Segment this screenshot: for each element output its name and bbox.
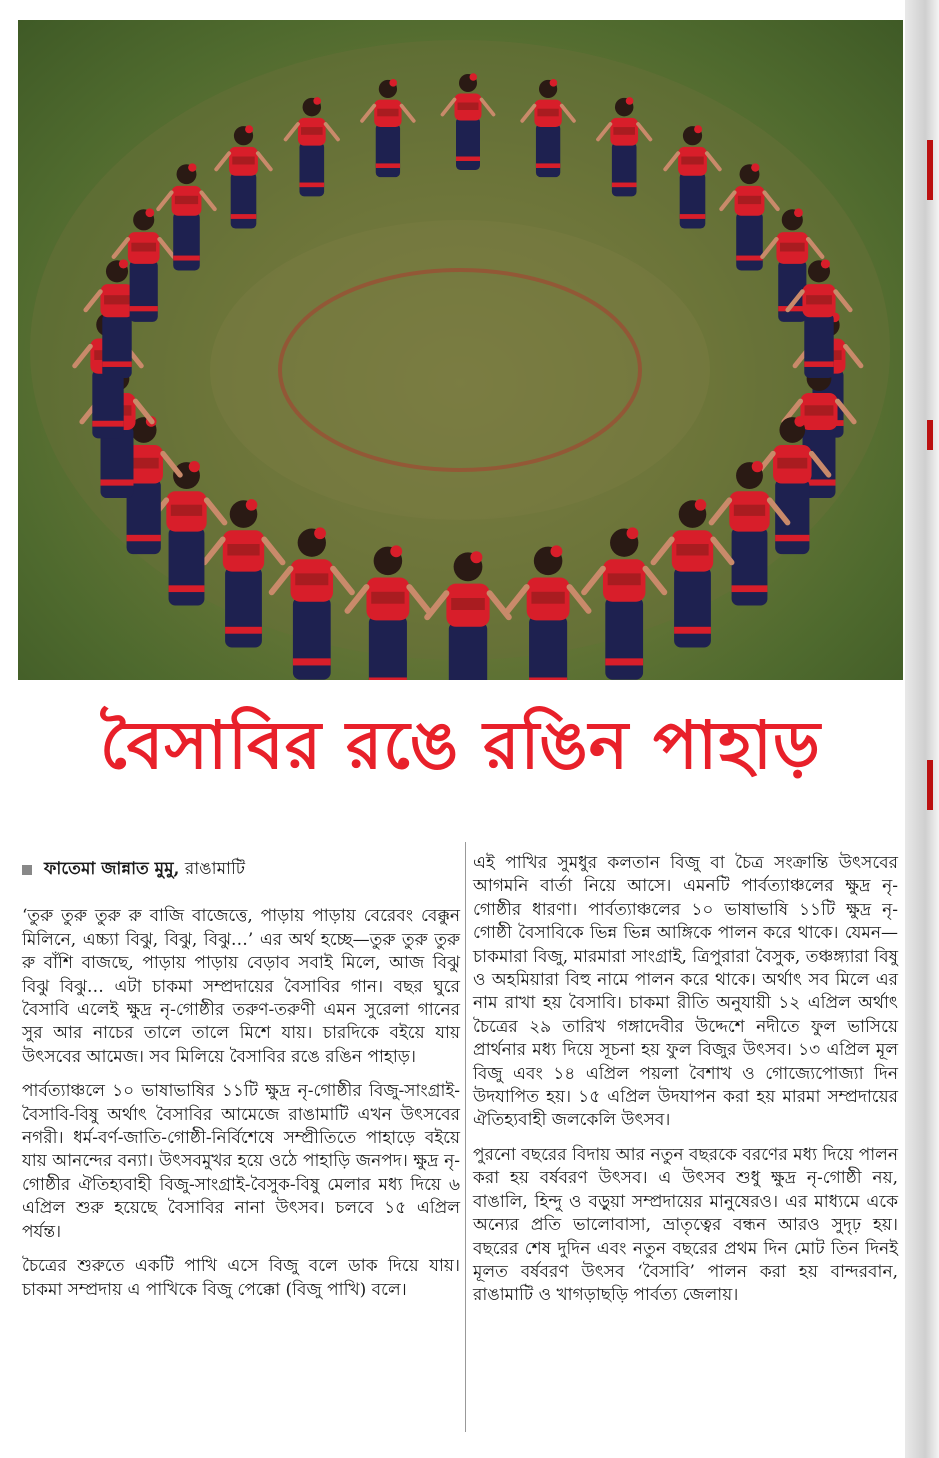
headline: বৈসাবির রঙে রঙিন পাহাড় bbox=[99, 706, 822, 784]
byline-location: রাঙামাটি bbox=[184, 859, 246, 879]
article-column-left bbox=[22, 858, 460, 1313]
paragraph: চৈত্রের শুরুতে একটি পাখি এসে বিজু বলে ডাক দিয়ে যায়। চাকমা সম্প্রদায় এ পাখিকে বিজু পেক্কো (বিজু পাখি) বলে। bbox=[22, 1256, 460, 1300]
byline bbox=[22, 858, 460, 881]
paragraph: ‘তুরু তুরু তুরু রু বাজি বাজেত্তে, পাড়ায় পাড়ায় বেরেবং বেক্কুন মিলিনে, এচ্চ্যা বিঝু, বিঝু, বিঝু…’ এর অর্থ হচ্ছে—তুরু তুরু তুরু রু বাঁশি বাজছে, পাড়ায় পাড়ায় বেড়াব সবাই মিলে, আজ বিঝু বিঝু বিঝু… এটা চাকমা সম্প্রদায়ের বৈসাবির গান। বছর ঘুরে বৈসাবি এলেই ক্ষুদ্র নৃ-গোষ্ঠীর তরুণ-তরুণী এমন সুরেলা গানের সুর আর নাচের তালে তালে মিশে যায়। চারদিকে বইয়ে যায় উৎসবের আমেজ। সব মিলিয়ে বৈসাবির রঙে রঙিন পাহাড়। bbox=[22, 906, 460, 1067]
byline-square-icon bbox=[22, 865, 32, 875]
column-divider bbox=[465, 842, 466, 1432]
paragraph: পুরনো বছরের বিদায় আর নতুন বছরকে বরণের মধ্য দিয়ে পালন করা হয় বর্ষবরণ উৎসব। এ উৎসব শুধু ক্ষুদ্র নৃ-গোষ্ঠী নয়, বাঙালি, হিন্দু ও বড়ুয়া সম্প্রদায়ের মানুষেরও। এর মাধ্যমে একে অন্যের প্রতি ভালোবাসা, ভ্রাতৃত্বের বন্ধন আরও সুদৃঢ় হয়। বছরের শেষ দুদিন এবং নতুন বছরের প্রথম দিন মোট তিন দিনই মূলত বর্ষবরণ উৎসব ‘বৈসাবি’ পালন করা হয় বান্দরবান, রাঙামাটি ও খাগড়াছড়ি পার্বত্য জেলায়। bbox=[473, 1144, 898, 1306]
author-name: ফাতেমা জান্নাত মুমু, bbox=[44, 859, 180, 879]
adjacent-page-edge bbox=[905, 0, 939, 1458]
paragraph: পার্বত্যাঞ্চলে ১০ ভাষাভাষির ১১টি ক্ষুদ্র নৃ-গোষ্ঠীর বিজু-সাংগ্রাই-বৈসাবি-বিষু অর্থাৎ বৈসাবির আমেজে রাঙামাটি এখন উৎসবের নগরী। ধর্ম-বর্ণ-জাতি-গোষ্ঠী-নির্বিশেষে সম্প্রীতিতে পাহাড়ে বইয়ে যায় আনন্দের বন্যা। উৎসবমুখর হয়ে ওঠে পাহাড়ি জনপদ। ক্ষুদ্র নৃ-গোষ্ঠীর ঐতিহ্যবাহী বিজু-সাংগ্রাই-বৈসুক-বিষু মেলার মধ্য দিয়ে ৬ এপ্রিল শুরু হয়েছে বৈসাবির নানা উৎসব। চলবে ১৫ এপ্রিল পর্যন্ত। bbox=[22, 1081, 460, 1242]
paragraph: এই পাখির সুমধুর কলতান বিজু বা চৈত্র সংক্রান্তি উৎসবের আগমনি বার্তা নিয়ে আসে। এমনটি পার্বত্যাঞ্চলের ক্ষুদ্র নৃ-গোষ্ঠীর ধারণা। পার্বত্যাঞ্চলের ১০ ভাষাভাষি ১১টি ক্ষুদ্র নৃ-গোষ্ঠী বৈসাবিকে ভিন্ন ভিন্ন আঙ্গিকে পালন করে থাকে। যেমন—চাকমারা বিজু, মারমারা সাংগ্রাই, ত্রিপুরারা বৈসুক, তঞ্চঙ্গ্যারা বিষু ও অহমিয়ারা বিহু নামে পালন করে থাকে। অর্থাৎ সব মিলে এর নাম রাখা হয় বৈসাবি। চাকমা রীতি অনুযায়ী ১২ এপ্রিল অর্থাৎ চৈত্রের ২৯ তারিখ গঙ্গাদেবীর উদ্দেশে নদীতে ফুল ভাসিয়ে প্রার্থনার মধ্য দিয়ে সূচনা হয় ফুল বিজুর উৎসব। ১৩ এপ্রিল মূল বিজু এবং ১৪ এপ্রিল পয়লা বৈশাখ ও গোজ্যেপোজ্যা দিন উদযাপিত হয়। ১৫ এপ্রিল উদযাপন করা হয় মারমা সম্প্রদায়ের ঐতিহ্যবাহী জলকেলি উৎসব। bbox=[473, 853, 898, 1131]
article-column-right bbox=[473, 852, 898, 1319]
photo-illustration bbox=[18, 20, 903, 680]
dancers-circle-photo bbox=[18, 20, 903, 680]
